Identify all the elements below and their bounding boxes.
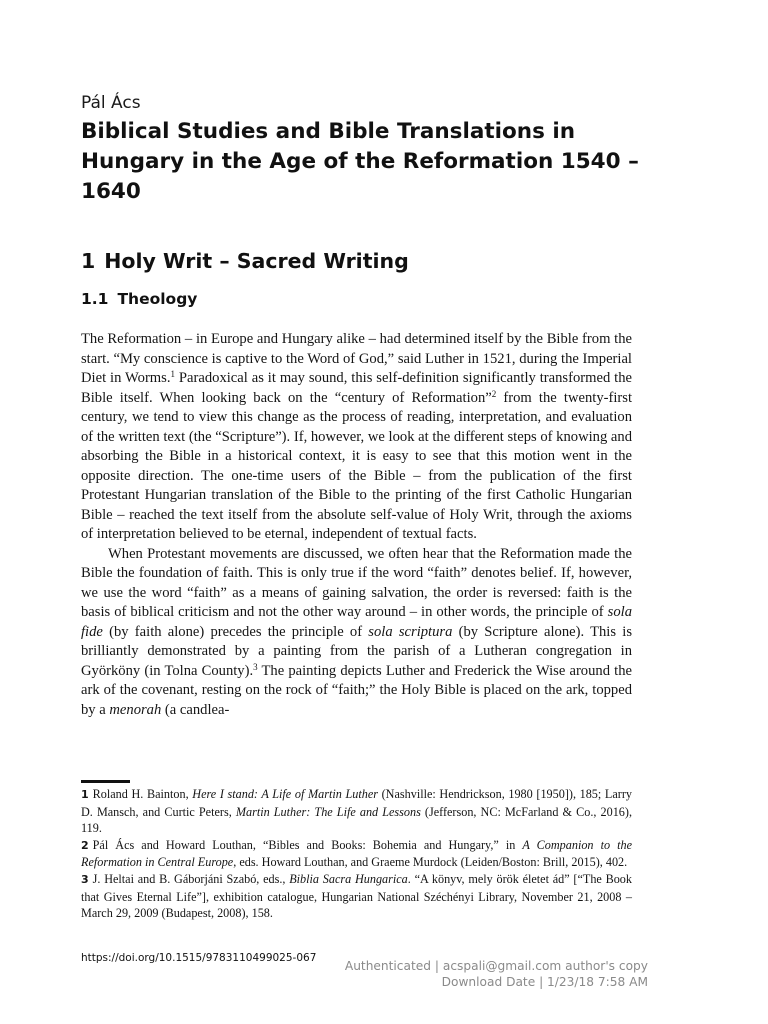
footnote	[81, 871, 632, 922]
section-number: 1	[81, 249, 96, 273]
footnote	[81, 837, 632, 871]
footnote-ref[interactable]: 2	[491, 388, 497, 399]
text-run: (a candlea-	[161, 701, 230, 718]
italic-title: A Companion to the Reformation in Central Europe	[81, 837, 632, 870]
footnote-ref[interactable]: 1	[170, 369, 175, 379]
footnote-number: 3	[81, 872, 89, 886]
text-run: (Nashville: Hendrickson, 1980 [1950]), 185; Larry D. Mansch, and Curtic Peters,	[81, 787, 632, 819]
italic-title: Martin Luther: The Life and Lessons	[235, 804, 421, 819]
text-run: When Protestant movements are discussed, we often hear that the Reformation made the Bible the foundation of faith. This is only true if the word “faith” denotes belief. If, however, we use the word “faith” as a means of gaining salvation, the order is reversed: faith is the basis of biblical criticism and not the other way around – in other words, the principle of	[81, 545, 632, 620]
doi-link[interactable]: https://doi.org/10.1515/9783110499025-067	[81, 952, 317, 964]
text-run: . “A könyv, mely örök életet ád” [“The Book that Gives Eternal Life”], exhibition catalogue, Hungarian National Széchényi Library, November 21, 2008 – March 29, 2009 (Budapest, 2008), 158.	[81, 871, 632, 921]
footnote	[81, 786, 632, 837]
footnotes	[81, 786, 632, 922]
authenticated-line: Authenticated | acspali@gmail.com author's copy	[344, 959, 648, 973]
section-heading	[81, 249, 409, 273]
italic-term: sola fide	[81, 604, 632, 640]
italic-title: Here I stand: A Life of Martin Luther	[192, 787, 378, 801]
footnote-ref[interactable]: 3	[253, 661, 258, 672]
footnote-number: 1	[81, 788, 89, 801]
text-run: Paradoxical as it may sound, this self-definition significantly transformed the Bible itself. When looking back on the “century of Reformation”	[81, 370, 632, 406]
text-run: (Jefferson, NC: McFarland & Co., 2016), 119.	[81, 804, 632, 836]
text-run: (by faith alone) precedes the principle of	[102, 623, 369, 640]
text-run: Pál Ács and Howard Louthan, “Bibles and Books: Bohemia and Hungary,” in	[92, 837, 523, 852]
chapter-title: Biblical Studies and Bible Translations in Hungary in the Age of the Reformation 1540 –1640	[81, 119, 639, 204]
italic-term: sola scriptura	[368, 623, 453, 640]
text-run: Roland H. Bainton,	[92, 787, 193, 801]
text-run: The Reformation – in Europe and Hungary alike – had determined itself by the Bible from the start. “My conscience is captive to the Word of God,” said Luther in 1521, during the Imperial Diet in Worms.	[81, 331, 632, 386]
download-date-line: Download Date | 1/23/18 7:58 AM	[441, 975, 648, 989]
authentication-notice	[345, 958, 648, 990]
body-text	[81, 330, 632, 720]
text-run: (by Scripture alone). This is brilliantly demonstrated by a painting from the parish of a Lutheran congregation in Györköny (in Tolna County).	[81, 623, 632, 679]
subsection-title: Theology	[117, 290, 198, 308]
footnote-number: 2	[81, 838, 89, 852]
italic-term: menorah	[109, 701, 162, 718]
paragraph	[81, 545, 632, 721]
subsection-number: 1.1	[81, 290, 109, 308]
italic-title: Biblia Sacra Hungarica	[289, 871, 408, 886]
author-name: Pál Ács	[81, 93, 141, 113]
text-run: The painting depicts Luther and Frederick the Wise around the ark of the covenant, resting on the rock of “faith;” the Holy Bible is placed on the ark, topped by a	[81, 662, 632, 718]
text-run: from the twenty-first century, we tend to view this change as the process of reading, interpretation, and evaluation of the written text (the “Scripture”). If, however, we look at the different steps of knowing and absorbing the Bible in a historical context, it is easy to see that this motion went in the opposite direction. The one-time users of the Bible – from the publication of the first Protestant Hungarian translation of the Bible to the printing of the first Catholic Hungarian Bible – reached the text itself from the absolute self-value of Holy Writ, through the axioms of interpretation believed to be eternal, independent of textual facts.	[81, 389, 632, 542]
paragraph	[81, 330, 632, 545]
subsection-heading	[81, 290, 197, 308]
text-run: J. Heltai and B. Gáborjáni Szabó, eds.,	[92, 871, 290, 886]
text-run: , eds. Howard Louthan, and Graeme Murdock (Leiden/Boston: Brill, 2015), 402.	[233, 855, 628, 870]
footnote-rule	[81, 780, 130, 783]
section-title: Holy Writ – Sacred Writing	[104, 249, 409, 273]
